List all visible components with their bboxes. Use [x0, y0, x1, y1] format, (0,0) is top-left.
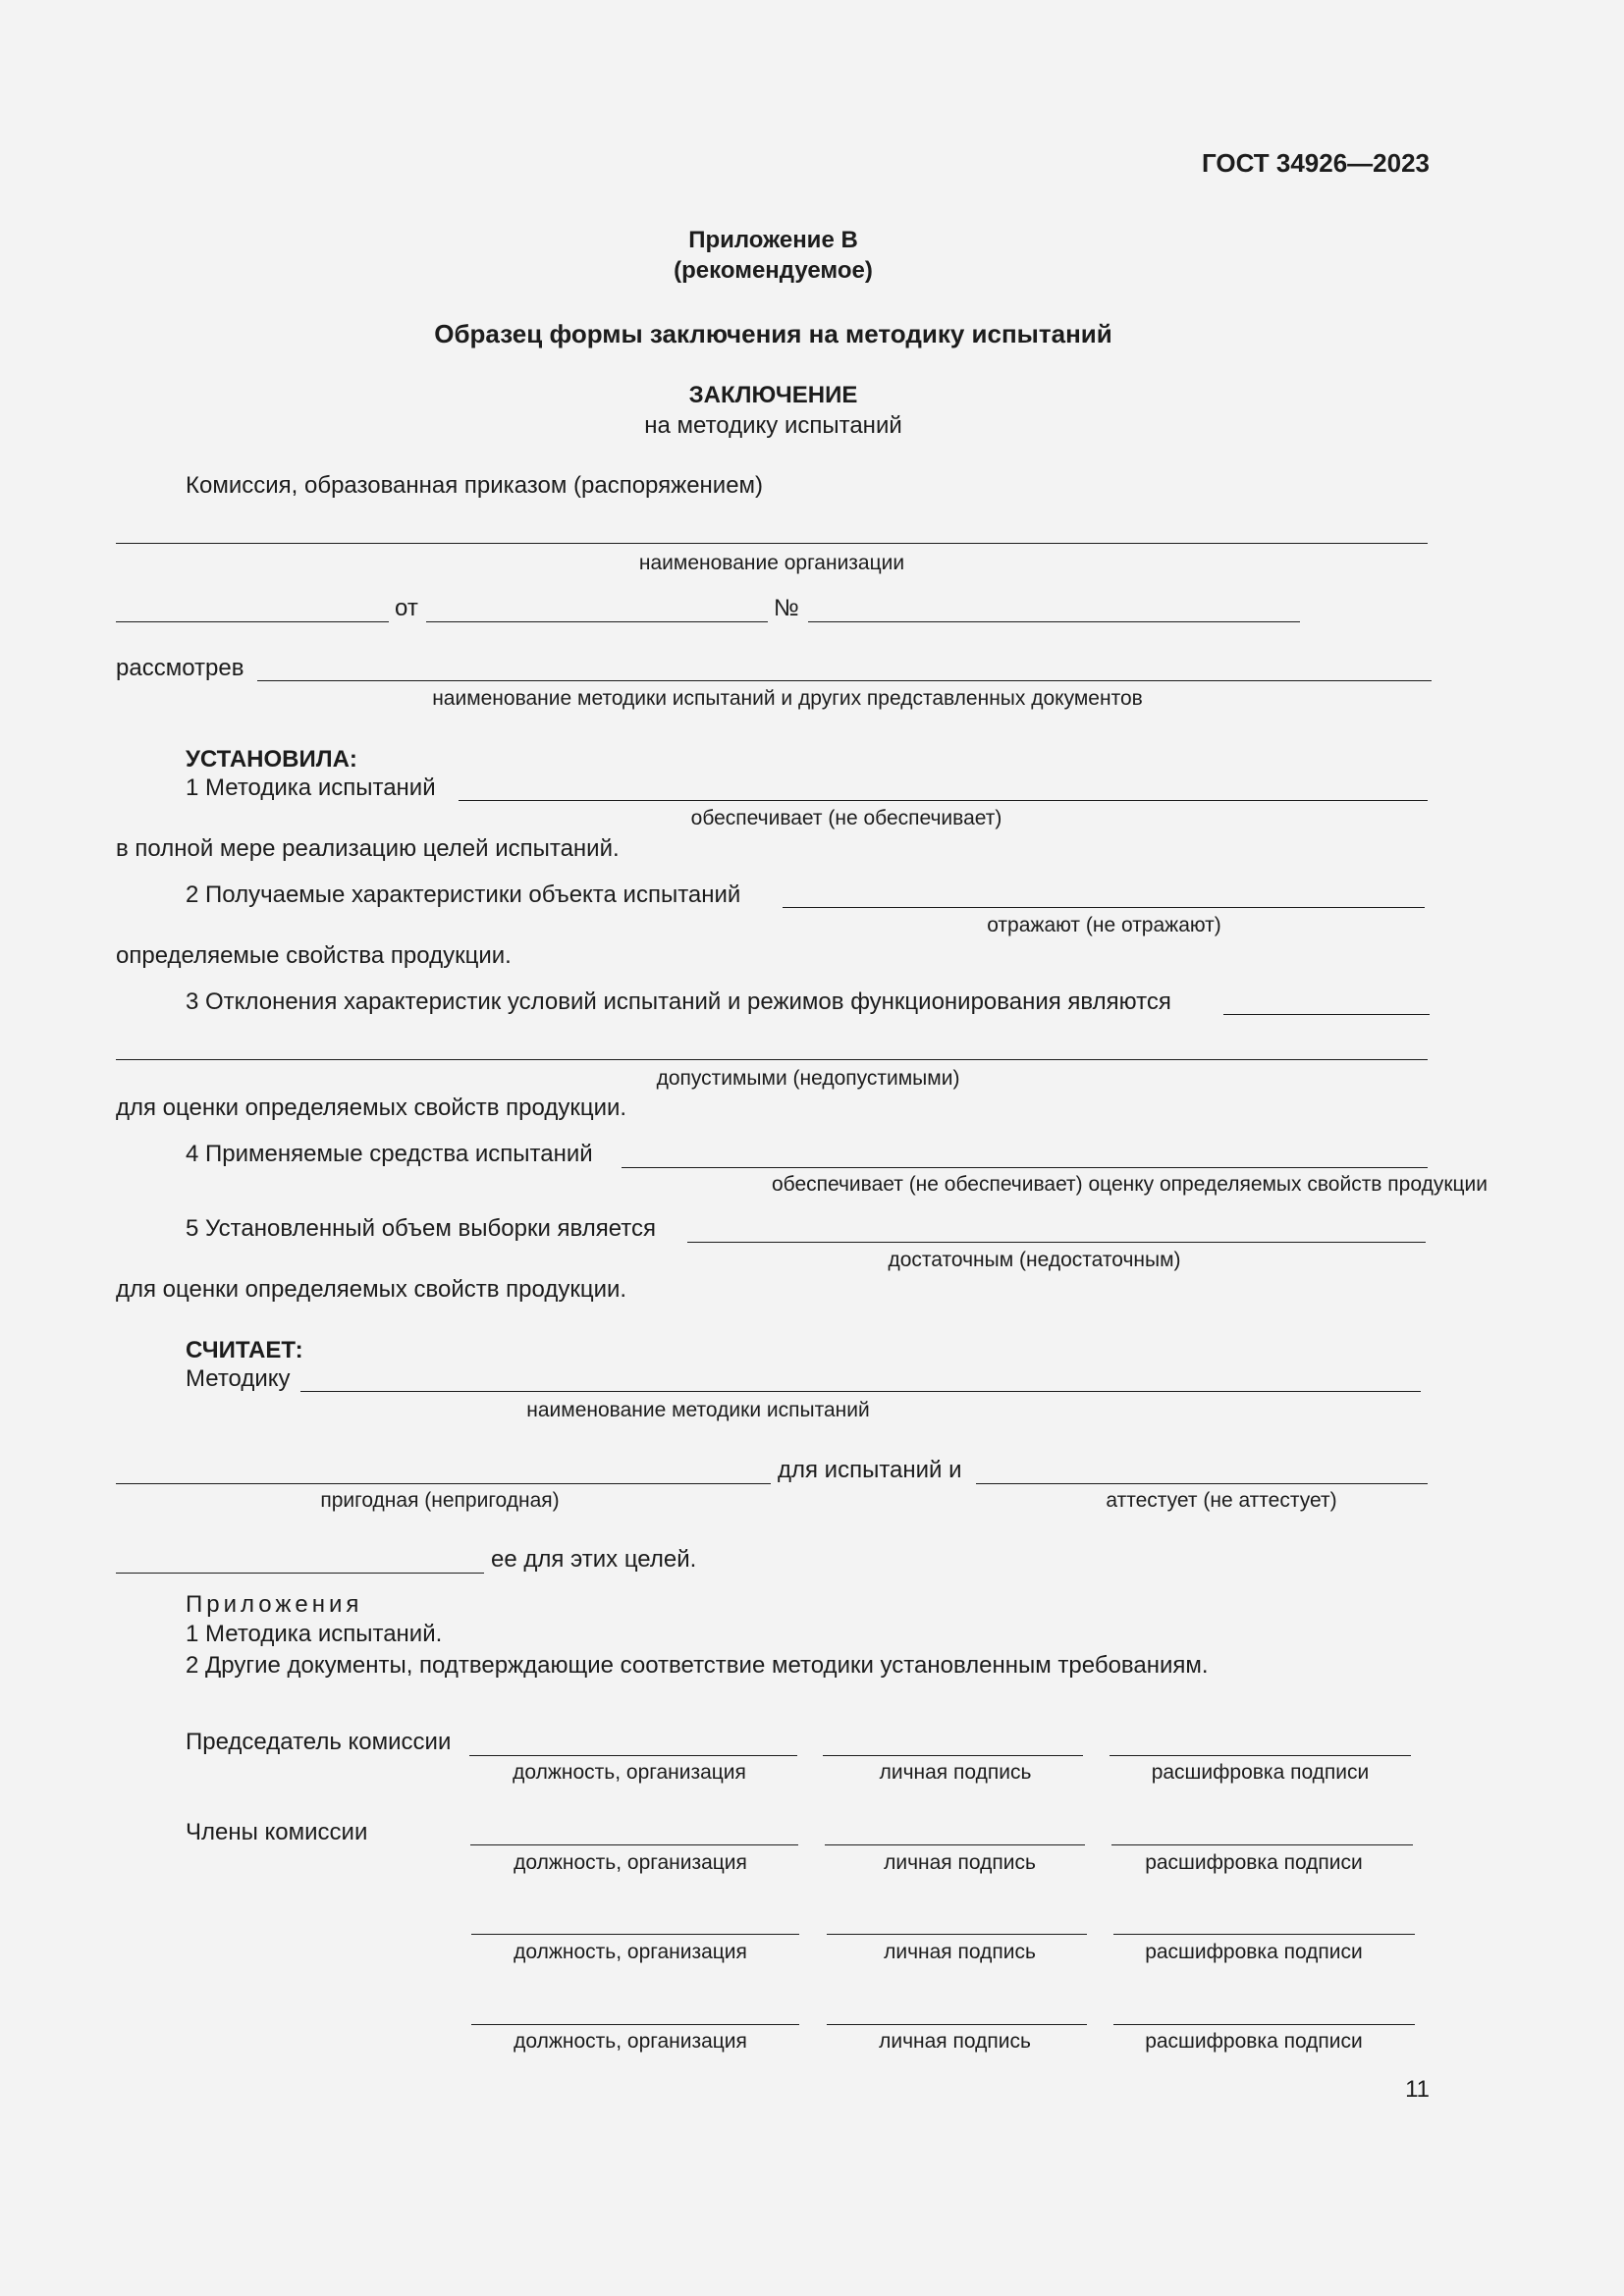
member3-position-caption: должность, организация	[514, 2030, 747, 2053]
item5-tail: для оценки определяемых свойств продукции.	[116, 1276, 627, 1303]
member3-decoding-line[interactable]	[1113, 2024, 1415, 2025]
number-label: №	[774, 595, 799, 621]
attests-field-line[interactable]	[976, 1483, 1428, 1484]
method-label: Методику	[186, 1365, 291, 1392]
item3-tail: для оценки определяемых свойств продукции.	[116, 1095, 627, 1121]
member1-signature-caption: личная подпись	[884, 1851, 1036, 1874]
item5-caption: достаточным (недостаточным)	[888, 1249, 1181, 1271]
item4-field-line[interactable]	[622, 1167, 1428, 1168]
org-caption: наименование организации	[638, 552, 905, 574]
considers-heading: СЧИТАЕТ:	[186, 1337, 303, 1363]
member1-position-line[interactable]	[470, 1844, 798, 1845]
number-field-line[interactable]	[808, 621, 1300, 622]
item1-text: 1 Методика испытаний	[186, 774, 436, 801]
established-heading: УСТАНОВИЛА:	[186, 746, 357, 773]
from-label: от	[395, 595, 418, 621]
item3-caption: допустимыми (недопустимыми)	[656, 1067, 960, 1090]
chairman-position-line[interactable]	[469, 1755, 797, 1756]
chairman-decoding-line[interactable]	[1110, 1755, 1411, 1756]
conclusion-subtitle: на методику испытаний	[644, 412, 902, 439]
item4-text: 4 Применяемые средства испытаний	[186, 1141, 593, 1167]
item3-field-line-b[interactable]	[116, 1059, 1428, 1060]
for-tests-label: для испытаний и	[778, 1457, 962, 1483]
form-title: Образец формы заключения на методику испытаний	[434, 319, 1112, 348]
member3-decoding-caption: расшифровка подписи	[1145, 2030, 1363, 2053]
item1-tail: в полной мере реализацию целей испытаний.	[116, 835, 620, 862]
date-field-line[interactable]	[426, 621, 768, 622]
chairman-position-caption: должность, организация	[513, 1761, 746, 1784]
docs-field-line[interactable]	[257, 680, 1432, 681]
docs-caption: наименование методики испытаний и других представленных документов	[432, 687, 1143, 710]
conclusion-title: ЗАКЛЮЧЕНИЕ	[688, 382, 858, 408]
item1-field-line[interactable]	[459, 800, 1428, 801]
member1-position-caption: должность, организация	[514, 1851, 747, 1874]
chairman-label: Председатель комиссии	[186, 1729, 452, 1755]
appendix-status: (рекомендуемое)	[674, 257, 873, 284]
member3-signature-caption: личная подпись	[879, 2030, 1031, 2053]
attachment-item-2: 2 Другие документы, подтверждающие соответствие методики установленным требованиям.	[186, 1652, 1209, 1679]
org-name-line[interactable]	[116, 543, 1428, 544]
member3-signature-line[interactable]	[827, 2024, 1087, 2025]
member1-decoding-caption: расшифровка подписи	[1145, 1851, 1363, 1874]
item2-text: 2 Получаемые характеристики объекта испытаний	[186, 881, 741, 908]
goals-field-line[interactable]	[116, 1573, 484, 1574]
chairman-signature-line[interactable]	[823, 1755, 1083, 1756]
page-number: 11	[1405, 2076, 1430, 2103]
reviewed-label: рассмотрев	[116, 655, 244, 681]
appendix-title: Приложение В	[688, 227, 858, 253]
item3-field-line-a[interactable]	[1223, 1014, 1430, 1015]
member2-position-line[interactable]	[471, 1934, 799, 1935]
method-field-line[interactable]	[300, 1391, 1421, 1392]
for-goals-label: ее для этих целей.	[491, 1546, 697, 1573]
member2-signature-caption: личная подпись	[884, 1941, 1036, 1963]
item2-field-line[interactable]	[783, 907, 1425, 908]
chairman-signature-caption: личная подпись	[879, 1761, 1032, 1784]
member2-signature-line[interactable]	[827, 1934, 1087, 1935]
commission-text: Комиссия, образованная приказом (распоряжением)	[186, 472, 764, 499]
suitable-field-line[interactable]	[116, 1483, 771, 1484]
item1-caption: обеспечивает (не обеспечивает)	[690, 807, 1002, 829]
order-field-line[interactable]	[116, 621, 389, 622]
attachment-item-1: 1 Методика испытаний.	[186, 1621, 443, 1647]
method-caption: наименование методики испытаний	[526, 1399, 870, 1421]
item5-text: 5 Установленный объем выборки является	[186, 1215, 657, 1242]
member1-decoding-line[interactable]	[1111, 1844, 1413, 1845]
member2-decoding-line[interactable]	[1113, 1934, 1415, 1935]
members-label: Члены комиссии	[186, 1819, 368, 1845]
item2-tail: определяемые свойства продукции.	[116, 942, 512, 969]
member2-decoding-caption: расшифровка подписи	[1145, 1941, 1363, 1963]
attests-caption: аттестует (не аттестует)	[1106, 1489, 1337, 1512]
item4-caption: обеспечивает (не обеспечивает) оценку определяемых свойств продукции	[771, 1173, 1488, 1196]
chairman-decoding-caption: расшифровка подписи	[1151, 1761, 1370, 1784]
attachments-heading: Приложения	[186, 1591, 363, 1618]
item2-caption: отражают (не отражают)	[987, 914, 1221, 936]
item5-field-line[interactable]	[687, 1242, 1426, 1243]
standard-number: ГОСТ 34926—2023	[1202, 148, 1430, 178]
suitable-caption: пригодная (непригодная)	[320, 1489, 560, 1512]
member1-signature-line[interactable]	[825, 1844, 1085, 1845]
member3-position-line[interactable]	[471, 2024, 799, 2025]
member2-position-caption: должность, организация	[514, 1941, 747, 1963]
item3-text: 3 Отклонения характеристик условий испытаний и режимов функционирования являются	[186, 988, 1171, 1015]
